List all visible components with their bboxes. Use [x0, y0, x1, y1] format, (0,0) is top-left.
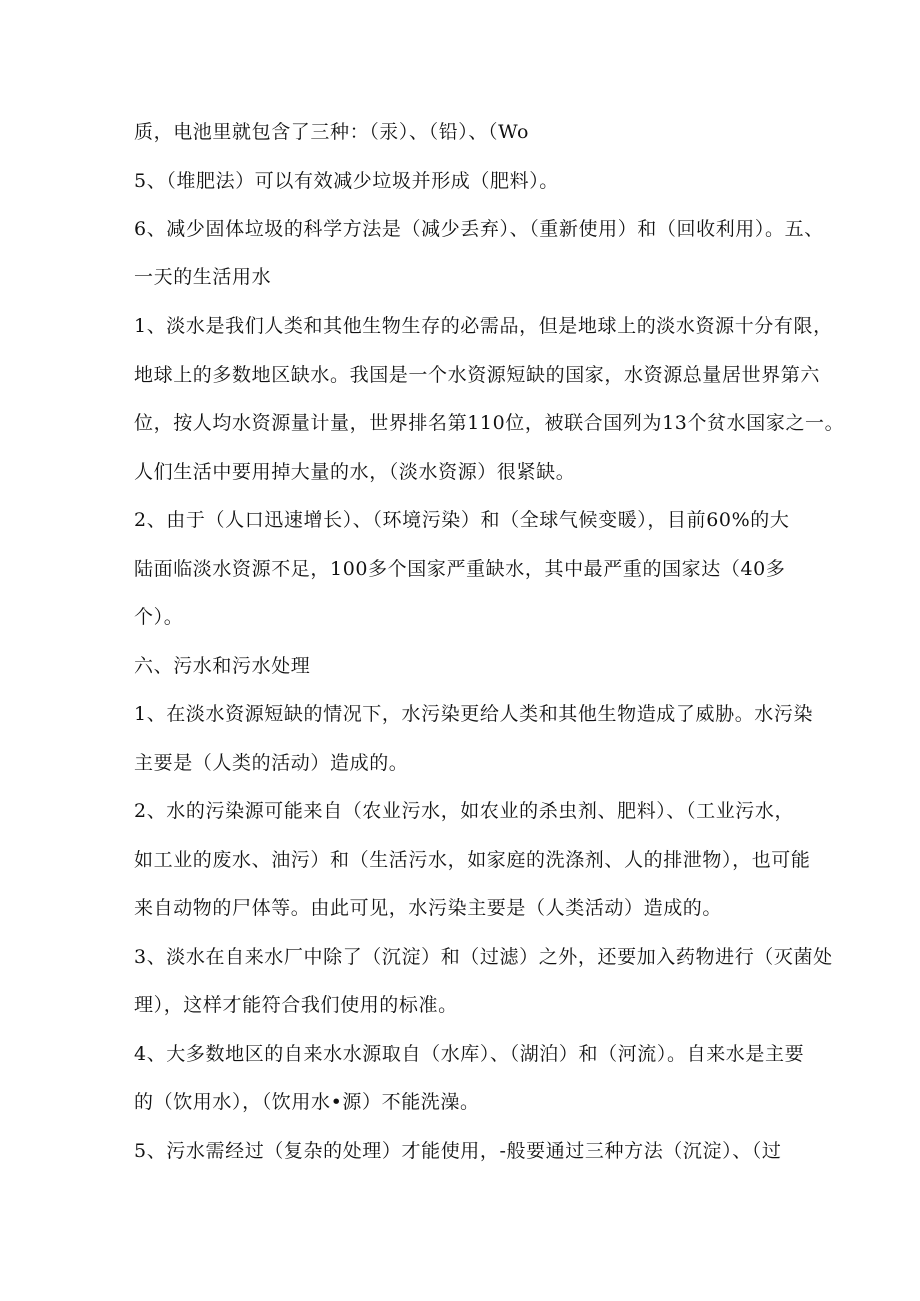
text-line: 如工业的废水、油污）和（生活污水，如家庭的洗涤剂、人的排泄物），也可能: [134, 849, 811, 871]
text-line: 2、水的污染源可能来自（农业污水，如农业的杀虫剂、肥料）、（工业污水，: [134, 800, 795, 822]
text-line: 4、大多数地区的自来水水源取自（水库）、（湖泊）和（河流）。自来水是主要: [134, 1043, 805, 1065]
text-line: 来自动物的尸体等。由此可见，水污染主要是（人类活动）造成的。: [134, 897, 723, 919]
text-line: 1、淡水是我们人类和其他生物生存的必需品，但是地球上的淡水资源十分有限，: [134, 315, 833, 337]
text-line: 5、污水需经过（复杂的处理）才能使用，-般要通过三种方法（沉淀）、（过: [134, 1140, 782, 1162]
section-heading: 六、污水和污水处理: [134, 655, 311, 677]
text-line: 地球上的多数地区缺水。我国是一个水资源短缺的国家，水资源总量居世界第六: [134, 364, 821, 386]
text-line: 1、在淡水资源短缺的情况下，水污染更给人类和其他生物造成了威胁。水污染: [134, 703, 814, 725]
text-line: 3、淡水在自来水厂中除了（沉淀）和（过滤）之外，还要加入药物进行（灭菌处: [134, 946, 833, 968]
text-line: 理），这样才能符合我们使用的标准。: [134, 994, 458, 1016]
text-line: 人们生活中要用掉大量的水，（淡水资源）很紧缺。: [134, 461, 576, 483]
text-line: 主要是（人类的活动）造成的。: [134, 752, 409, 774]
text-line: 个）。: [134, 606, 184, 628]
text-line: 质，电池里就包含了三种：（汞）、（铅）、（Wo: [134, 121, 529, 143]
text-line: 6、减少固体垃圾的科学方法是（减少丢弃）、（重新使用）和（回收利用）。五、: [134, 218, 824, 240]
text-line: 陆面临淡水资源不足，100多个国家严重缺水，其中最严重的国家达（40多: [134, 558, 786, 580]
text-line: 2、由于（人口迅速增长）、（环境污染）和（全球气候变暖），目前60%的大: [134, 509, 790, 531]
section-heading: 一天的生活用水: [134, 266, 272, 288]
text-line: 位，按人均水资源量计量，世界排名第110位，被联合国列为13个贫水国家之一。: [134, 412, 845, 434]
text-line: 5、（堆肥法）可以有效减少垃圾并形成（肥料）。: [134, 170, 559, 192]
text-line: 的（饮用水），（饮用水•源）不能洗澡。: [134, 1091, 480, 1113]
